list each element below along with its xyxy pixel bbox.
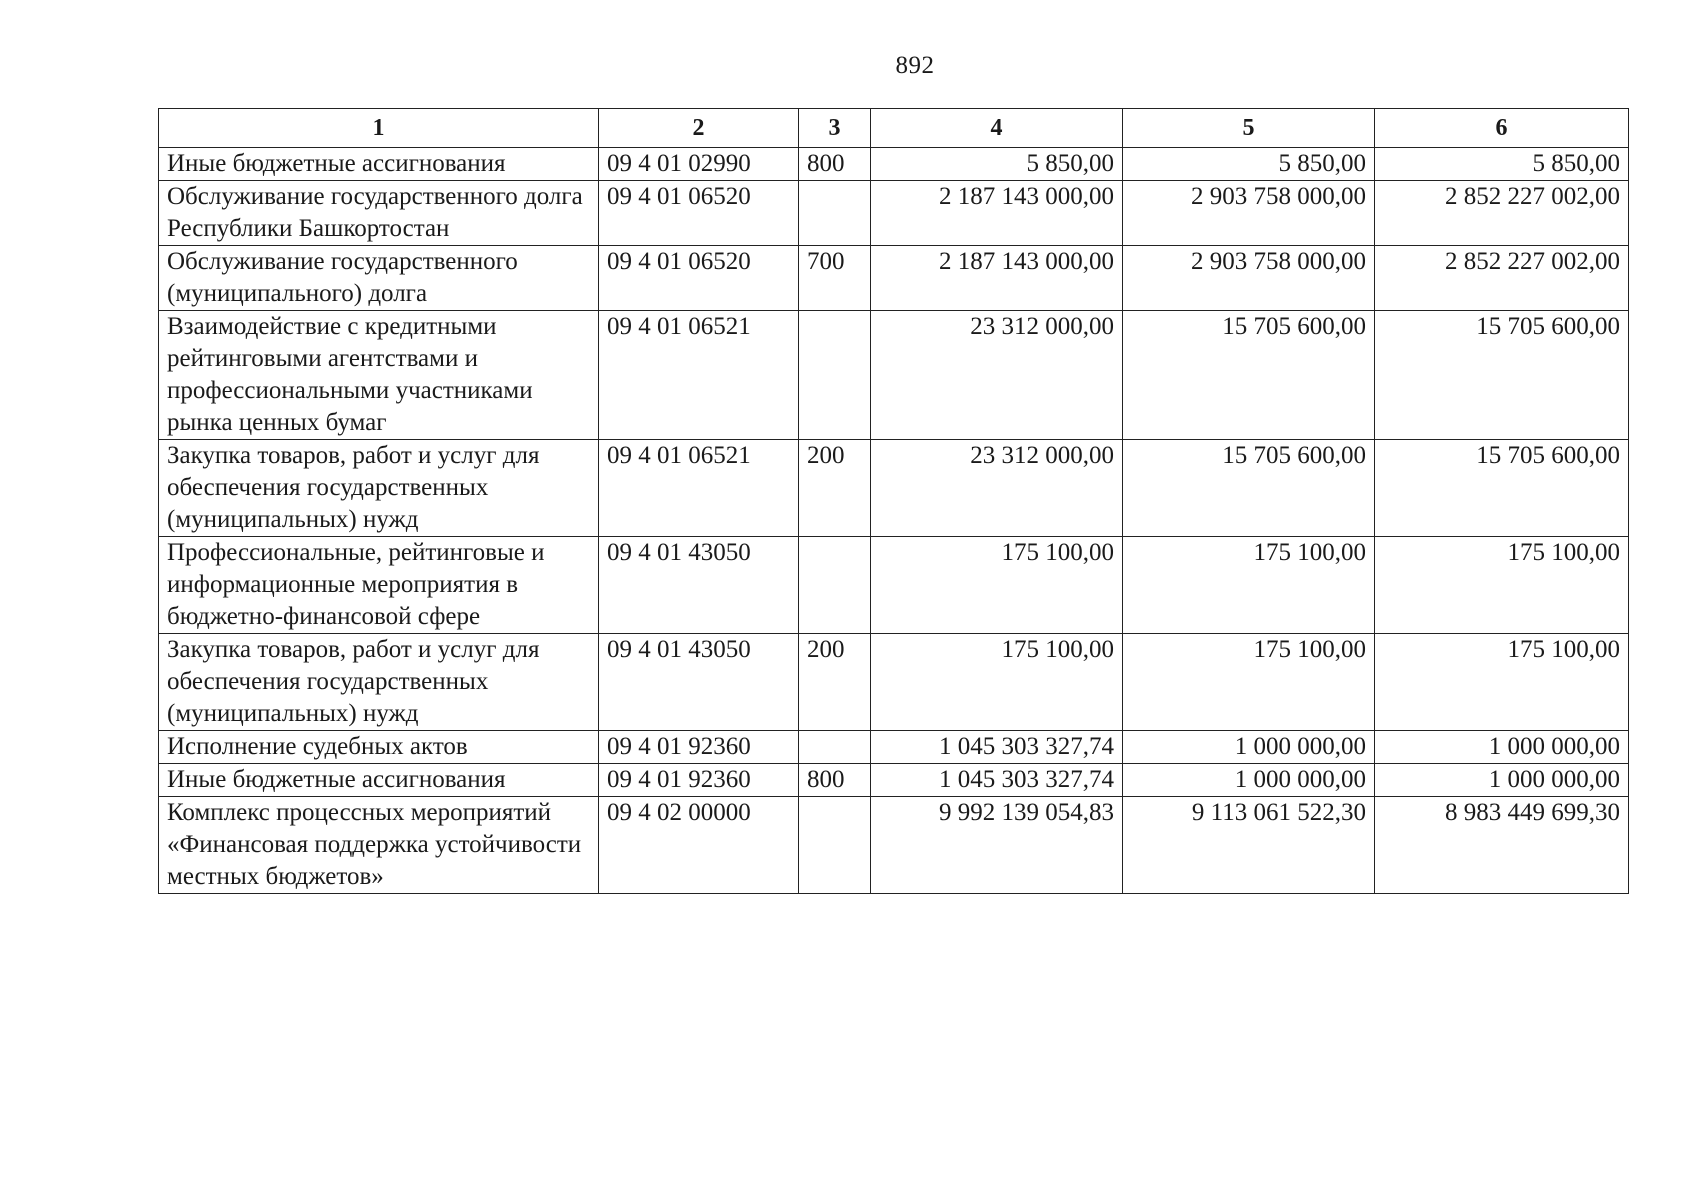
budget-table (158, 108, 1629, 894)
row-value-5: 1 000 000,00 (1123, 764, 1375, 797)
row-value-5: 175 100,00 (1123, 634, 1375, 731)
row-value-4: 23 312 000,00 (871, 311, 1123, 440)
table-row (159, 634, 1629, 731)
row-value-5: 1 000 000,00 (1123, 731, 1375, 764)
table-row (159, 797, 1629, 894)
table-row (159, 764, 1629, 797)
table-row (159, 537, 1629, 634)
header-col-2: 2 (599, 109, 799, 148)
header-col-4: 4 (871, 109, 1123, 148)
header-col-3: 3 (799, 109, 871, 148)
row-value-6: 175 100,00 (1375, 537, 1629, 634)
row-code: 09 4 01 06521 (599, 311, 799, 440)
row-name: Иные бюджетные ассигнования (159, 148, 599, 181)
row-value-5: 2 903 758 000,00 (1123, 181, 1375, 246)
row-value-5: 5 850,00 (1123, 148, 1375, 181)
row-value-5: 175 100,00 (1123, 537, 1375, 634)
table-row (159, 440, 1629, 537)
row-value-6: 175 100,00 (1375, 634, 1629, 731)
row-name: Профессиональные, рейтинговые и информационные мероприятия в бюджетно-финансовой сфере (159, 537, 599, 634)
table-row (159, 311, 1629, 440)
row-code: 09 4 01 06520 (599, 181, 799, 246)
row-name: Взаимодействие с кредитными рейтинговыми агентствами и профессиональными участниками рынка ценных бумаг (159, 311, 599, 440)
row-type: 200 (799, 634, 871, 731)
row-value-4: 1 045 303 327,74 (871, 764, 1123, 797)
header-col-5: 5 (1123, 109, 1375, 148)
row-value-4: 1 045 303 327,74 (871, 731, 1123, 764)
table-header-row (159, 109, 1629, 148)
page-number: 892 (895, 52, 935, 79)
header-col-6: 6 (1375, 109, 1629, 148)
row-type: 800 (799, 764, 871, 797)
row-value-4: 2 187 143 000,00 (871, 181, 1123, 246)
row-name: Обслуживание государственного долга Республики Башкортостан (159, 181, 599, 246)
table-row (159, 731, 1629, 764)
row-value-5: 15 705 600,00 (1123, 311, 1375, 440)
row-value-6: 1 000 000,00 (1375, 764, 1629, 797)
row-value-4: 23 312 000,00 (871, 440, 1123, 537)
row-type (799, 311, 871, 440)
row-value-4: 5 850,00 (871, 148, 1123, 181)
row-type (799, 797, 871, 894)
table-row (159, 246, 1629, 311)
row-value-4: 175 100,00 (871, 537, 1123, 634)
row-name: Закупка товаров, работ и услуг для обеспечения государственных (муниципальных) нужд (159, 440, 599, 537)
row-value-6: 5 850,00 (1375, 148, 1629, 181)
row-value-4: 175 100,00 (871, 634, 1123, 731)
row-type: 800 (799, 148, 871, 181)
row-code: 09 4 01 02990 (599, 148, 799, 181)
row-name: Комплекс процессных мероприятий «Финансовая поддержка устойчивости местных бюджетов» (159, 797, 599, 894)
row-value-6: 2 852 227 002,00 (1375, 246, 1629, 311)
row-type (799, 731, 871, 764)
row-code: 09 4 01 92360 (599, 764, 799, 797)
row-value-5: 2 903 758 000,00 (1123, 246, 1375, 311)
row-name: Исполнение судебных актов (159, 731, 599, 764)
table-row (159, 148, 1629, 181)
row-value-6: 2 852 227 002,00 (1375, 181, 1629, 246)
row-code: 09 4 01 06521 (599, 440, 799, 537)
row-value-5: 9 113 061 522,30 (1123, 797, 1375, 894)
row-name: Обслуживание государственного (муниципального) долга (159, 246, 599, 311)
header-col-1: 1 (159, 109, 599, 148)
row-value-4: 2 187 143 000,00 (871, 246, 1123, 311)
row-code: 09 4 01 43050 (599, 537, 799, 634)
row-type (799, 537, 871, 634)
row-name: Закупка товаров, работ и услуг для обеспечения государственных (муниципальных) нужд (159, 634, 599, 731)
row-code: 09 4 02 00000 (599, 797, 799, 894)
row-name: Иные бюджетные ассигнования (159, 764, 599, 797)
row-value-6: 8 983 449 699,30 (1375, 797, 1629, 894)
row-value-5: 15 705 600,00 (1123, 440, 1375, 537)
row-type: 700 (799, 246, 871, 311)
row-code: 09 4 01 92360 (599, 731, 799, 764)
row-code: 09 4 01 43050 (599, 634, 799, 731)
row-value-4: 9 992 139 054,83 (871, 797, 1123, 894)
row-type (799, 181, 871, 246)
row-value-6: 1 000 000,00 (1375, 731, 1629, 764)
row-value-6: 15 705 600,00 (1375, 440, 1629, 537)
table-row (159, 181, 1629, 246)
row-code: 09 4 01 06520 (599, 246, 799, 311)
row-type: 200 (799, 440, 871, 537)
row-value-6: 15 705 600,00 (1375, 311, 1629, 440)
